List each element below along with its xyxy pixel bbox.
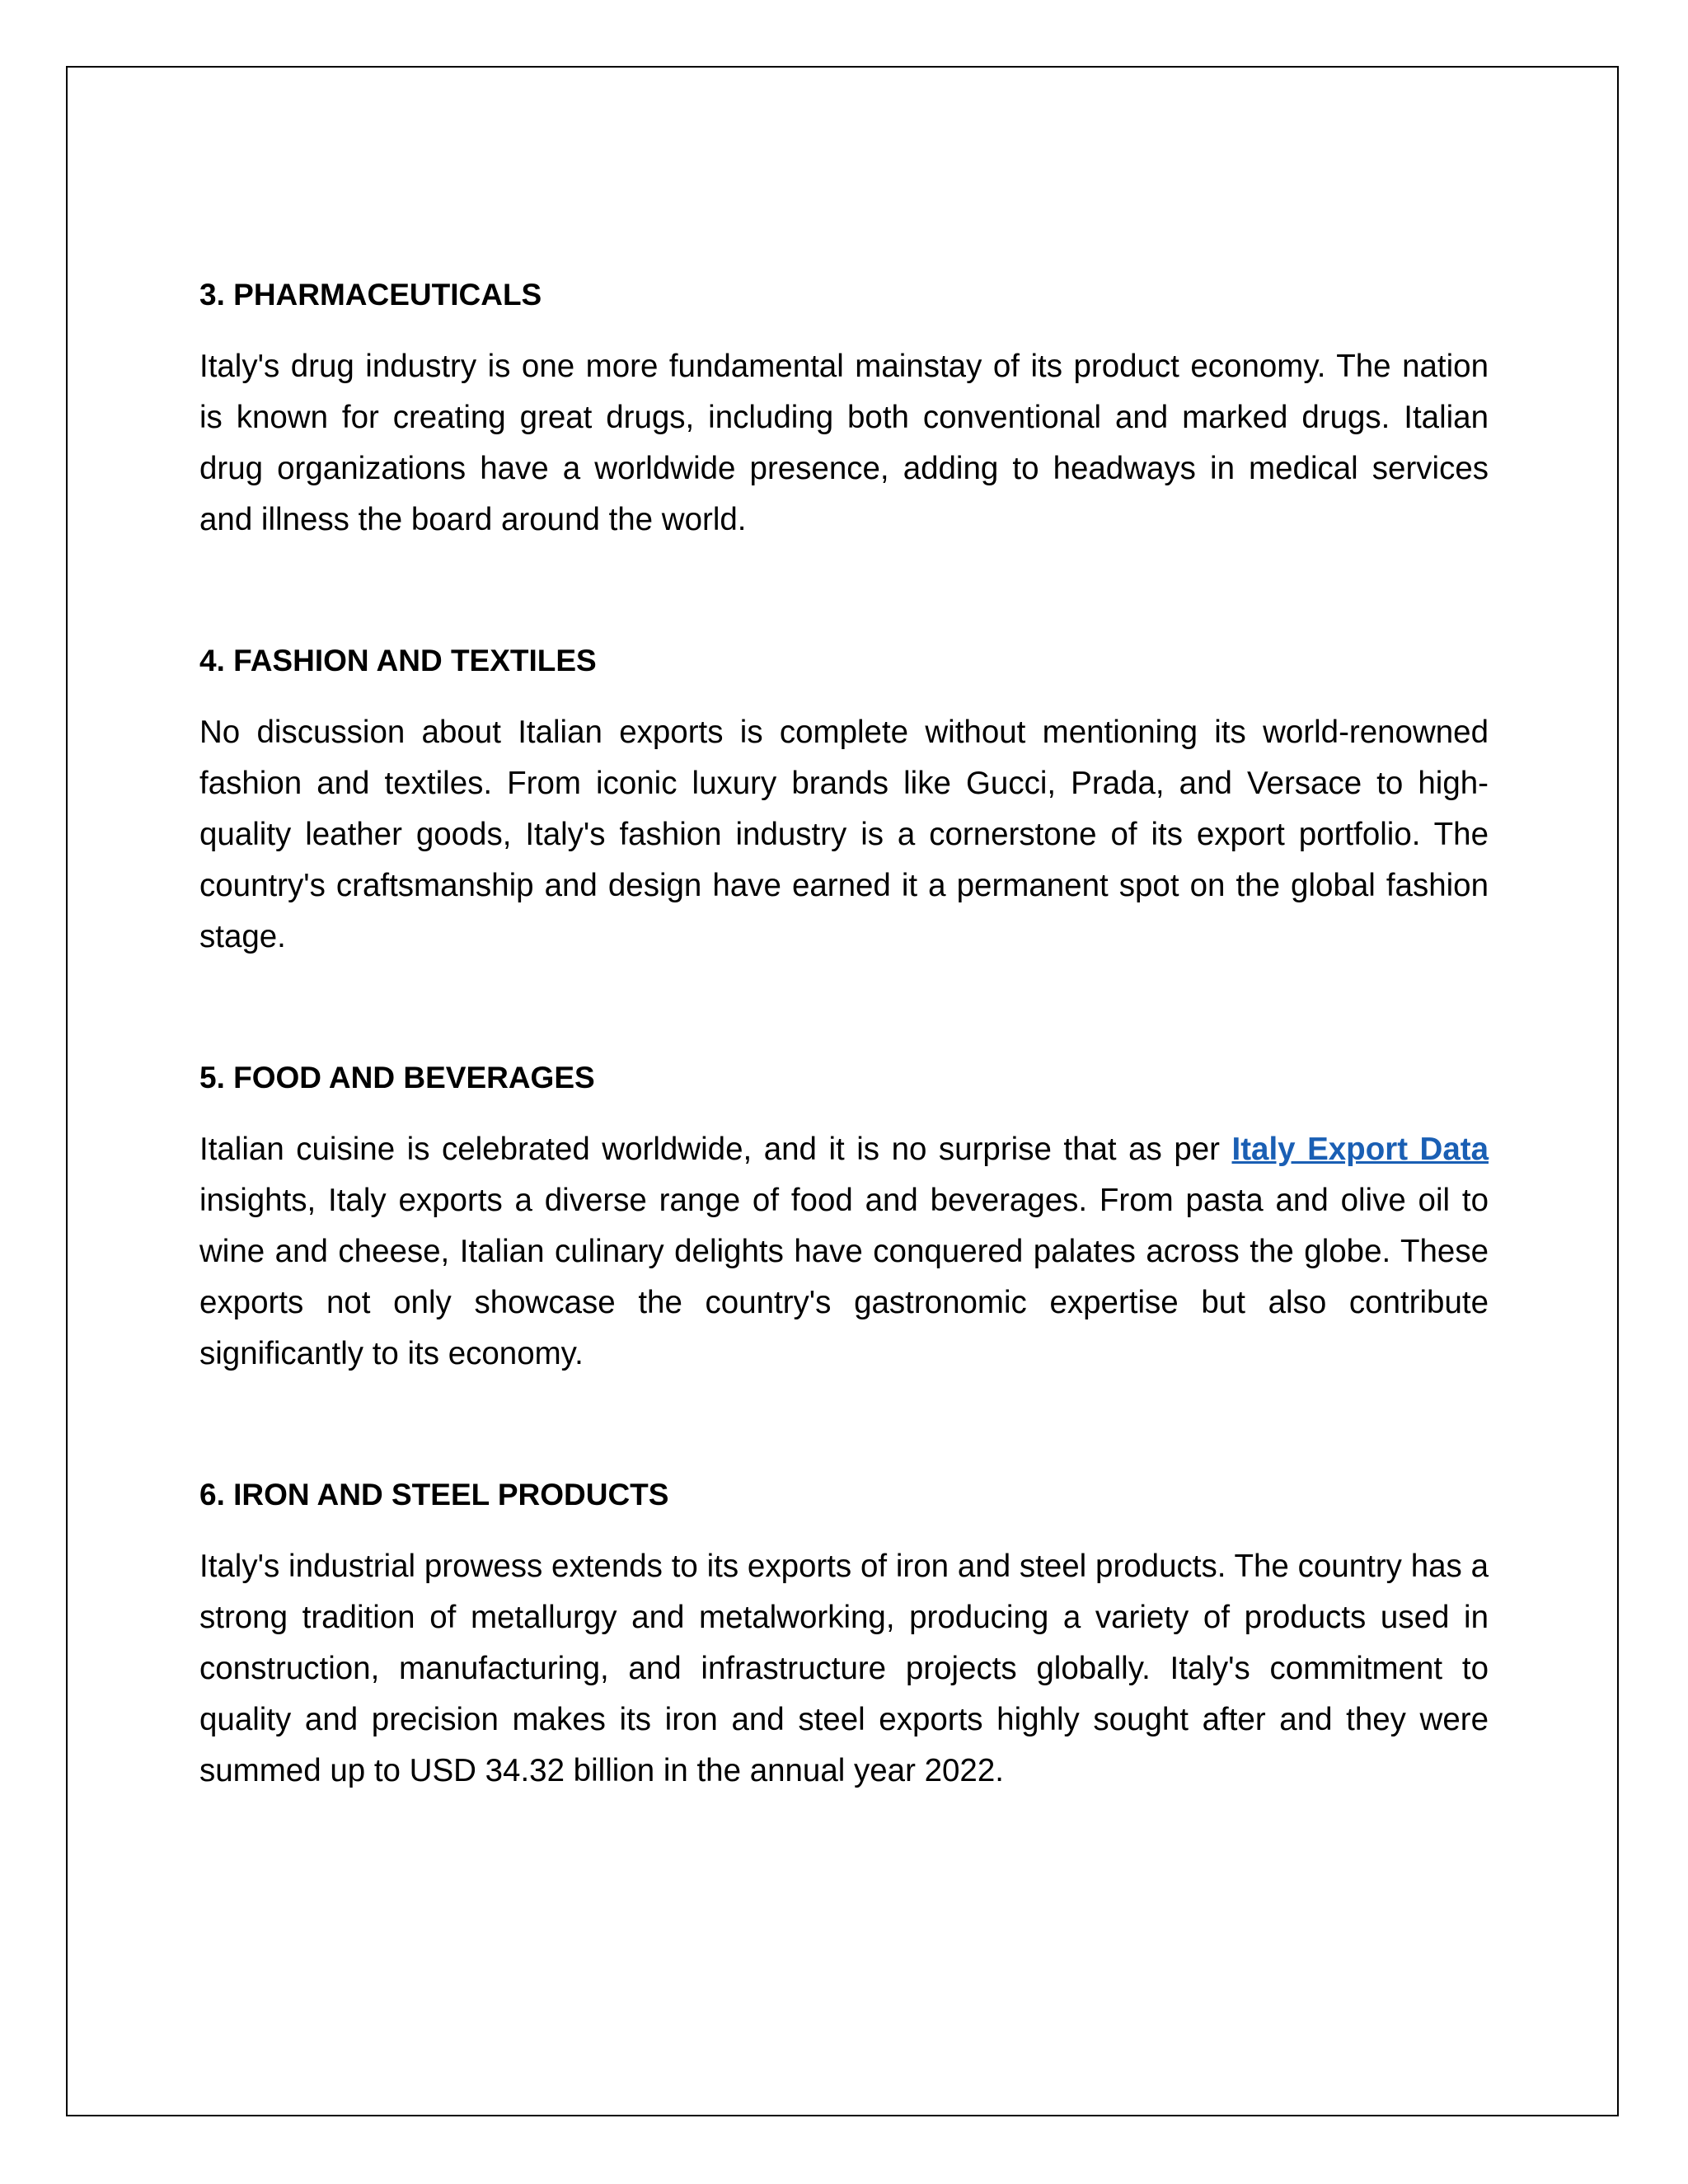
section-paragraph: No discussion about Italian exports is complete without mentioning its world-renowned fashion and textiles. From iconic luxury brands like Gucci, Prada, and Versace to high-quality leather goods, Italy's fashion industry is a cornerstone of its export portfolio. The country's craftsmanship and design have earned it a permanent spot on the global fashion stage. [199,715,1489,954]
section-paragraph [199,1124,1489,1380]
section-paragraph: Italy's industrial prowess extends to its exports of iron and steel products. The country has a strong tradition of metallurgy and metalworking, producing a variety of products used in construction, manufacturing, and infrastructure projects globally. Italy's commitment to quality and precision makes its iron and steel exports highly sought after and they were summed up to USD 34.32 billion in the annual year 2022. [199,1549,1489,1788]
section-iron-steel [199,1472,1489,1797]
paragraph-text-after-link: insights, Italy exports a diverse range of food and beverages. From pasta and olive oil to wine and cheese, Italian culinary delights have conquered palates across the globe. These exports not only showcase the country's gastronomic expertise but also contribute significantly to its economy. [199,1183,1489,1371]
paragraph-text-before-link: Italian cuisine is celebrated worldwide, and it is no surprise that as per [199,1132,1232,1167]
section-fashion-textiles [199,638,1489,963]
section-heading: 4. FASHION AND TEXTILES [199,644,597,677]
section-pharmaceuticals [199,272,1489,546]
section-heading: 6. IRON AND STEEL PRODUCTS [199,1478,669,1511]
document-content [199,272,1489,1889]
section-food-beverages [199,1055,1489,1380]
section-paragraph: Italy's drug industry is one more fundamental mainstay of its product economy. The nation is known for creating great drugs, including both conventional and marked drugs. Italian drug organizations have a worldwide presence, adding to headways in medical services and illness the board around the world. [199,349,1489,537]
section-heading: 5. FOOD AND BEVERAGES [199,1061,595,1094]
section-heading: 3. PHARMACEUTICALS [199,278,542,312]
italy-export-data-link[interactable]: Italy Export Data [1231,1132,1489,1167]
